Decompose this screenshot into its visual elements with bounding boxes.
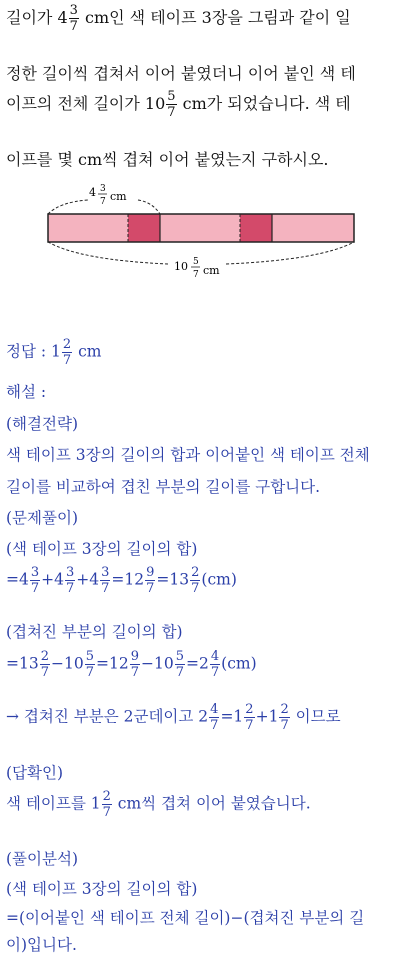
answer-label: 정답 : 1: [6, 342, 61, 361]
explanation-title: 해설 :: [6, 383, 47, 401]
question-line-1: [6, 4, 351, 33]
fraction: $\frac{2}{7}$: [62, 337, 72, 368]
fraction: $\frac{2}{7}$: [102, 789, 111, 820]
fraction: $\frac{2}{7}$: [191, 565, 200, 596]
bottom-label-num: 5: [193, 257, 199, 267]
question-text: 길이가 4: [6, 8, 68, 27]
fraction: $\frac{5}{7}$: [167, 89, 176, 120]
bottom-label-whole: 10: [174, 260, 188, 273]
analysis-line-3: 이)입니다.: [6, 936, 77, 954]
top-label-unit: cm: [110, 190, 127, 203]
question-text: cm인 색 테이프 3장을 그림과 같이 일: [79, 8, 351, 27]
fraction: $\frac{3}{7}$: [66, 565, 75, 596]
strategy-line-1: 색 테이프 3장의 길이의 합과 이어붙인 색 테이프 전체: [6, 446, 370, 464]
fraction: $\frac{2}{7}$: [40, 649, 49, 680]
fraction: $\frac{2}{7}$: [280, 702, 289, 733]
solve-header: (문제풀이): [6, 509, 78, 527]
question-line-4: 이프를 몇 cm씩 겹쳐 이어 붙였는지 구하시오.: [6, 150, 329, 169]
bottom-dimension-left: [48, 242, 168, 264]
answer-unit: cm: [73, 342, 102, 361]
overlap-2: [240, 214, 272, 242]
analysis-line-2: =(이어붙인 색 테이프 전체 길이)−(겹쳐진 부분의 길: [6, 909, 365, 927]
question-text: 이프의 전체 길이가 10: [6, 94, 166, 113]
fraction: $\frac{9}{7}$: [130, 649, 139, 680]
question-text: cm가 되었습니다. 색 테: [177, 94, 351, 113]
top-label-whole: 4: [89, 186, 96, 199]
check-header: (답확인): [6, 764, 64, 782]
fraction: $\frac{5}{7}$: [85, 649, 94, 680]
fraction: $\frac{4}{7}$: [210, 702, 219, 733]
fraction: $\frac{3}{7}$: [101, 565, 110, 596]
question-line-2: 정한 길이씩 겹쳐서 이어 붙였더니 이어 붙인 색 테: [6, 64, 356, 83]
top-label-den: 7: [100, 197, 106, 207]
fraction: $\frac{5}{7}$: [175, 649, 184, 680]
arrow-line: → 겹쳐진 부분은 2군데이고 2 $\frac{4}{7}$ =1 $\frac{2}{7}$ +1 $\frac{2}{7}$ 이므로: [6, 702, 341, 733]
strategy-header: (해결전략): [6, 415, 78, 433]
fraction: $\frac{2}{7}$: [245, 702, 254, 733]
tape-diagram: [0, 176, 400, 280]
bottom-label-unit: cm: [203, 264, 220, 277]
fraction: $\frac{3}{7}$: [69, 3, 78, 34]
top-dimension-right: [138, 200, 160, 214]
top-dimension-left: [48, 200, 88, 214]
tape-body: [48, 214, 354, 242]
analysis-header: (풀이분석): [6, 850, 78, 868]
fraction: $\frac{3}{7}$: [30, 565, 40, 596]
check-line: 색 테이프를 1 $\frac{2}{7}$ cm씩 겹쳐 이어 붙였습니다.: [6, 789, 311, 820]
overlap-equation: =13 $\frac{2}{7}$ −10 $\frac{5}{7}$ =12 $\frac{9}{7}$ −10 $\frac{5}{7}$ =2 $\frac{4}{7}$ (cm): [6, 649, 257, 680]
top-label-num: 3: [100, 184, 106, 194]
bottom-label-den: 7: [193, 270, 199, 280]
question-line-3: [6, 90, 351, 119]
overlap-1: [128, 214, 160, 242]
strategy-line-2: 길이를 비교하여 겹친 부분의 길이를 구합니다.: [6, 478, 321, 496]
fraction: $\frac{4}{7}$: [210, 649, 220, 680]
analysis-line-1: (색 테이프 3장의 길이의 합): [6, 880, 198, 898]
sum-header: (색 테이프 3장의 길이의 합): [6, 540, 198, 558]
answer-line: [6, 338, 101, 367]
overlap-header: (겹쳐진 부분의 길이의 합): [6, 623, 183, 641]
sum-equation: =4 $\frac{3}{7}$ +4 $\frac{3}{7}$ +4 $\frac{3}{7}$ =12 $\frac{9}{7}$ =13 $\frac{2}{7}$ (cm): [6, 565, 237, 596]
fraction: $\frac{9}{7}$: [146, 565, 155, 596]
bottom-dimension-right: [226, 242, 354, 264]
